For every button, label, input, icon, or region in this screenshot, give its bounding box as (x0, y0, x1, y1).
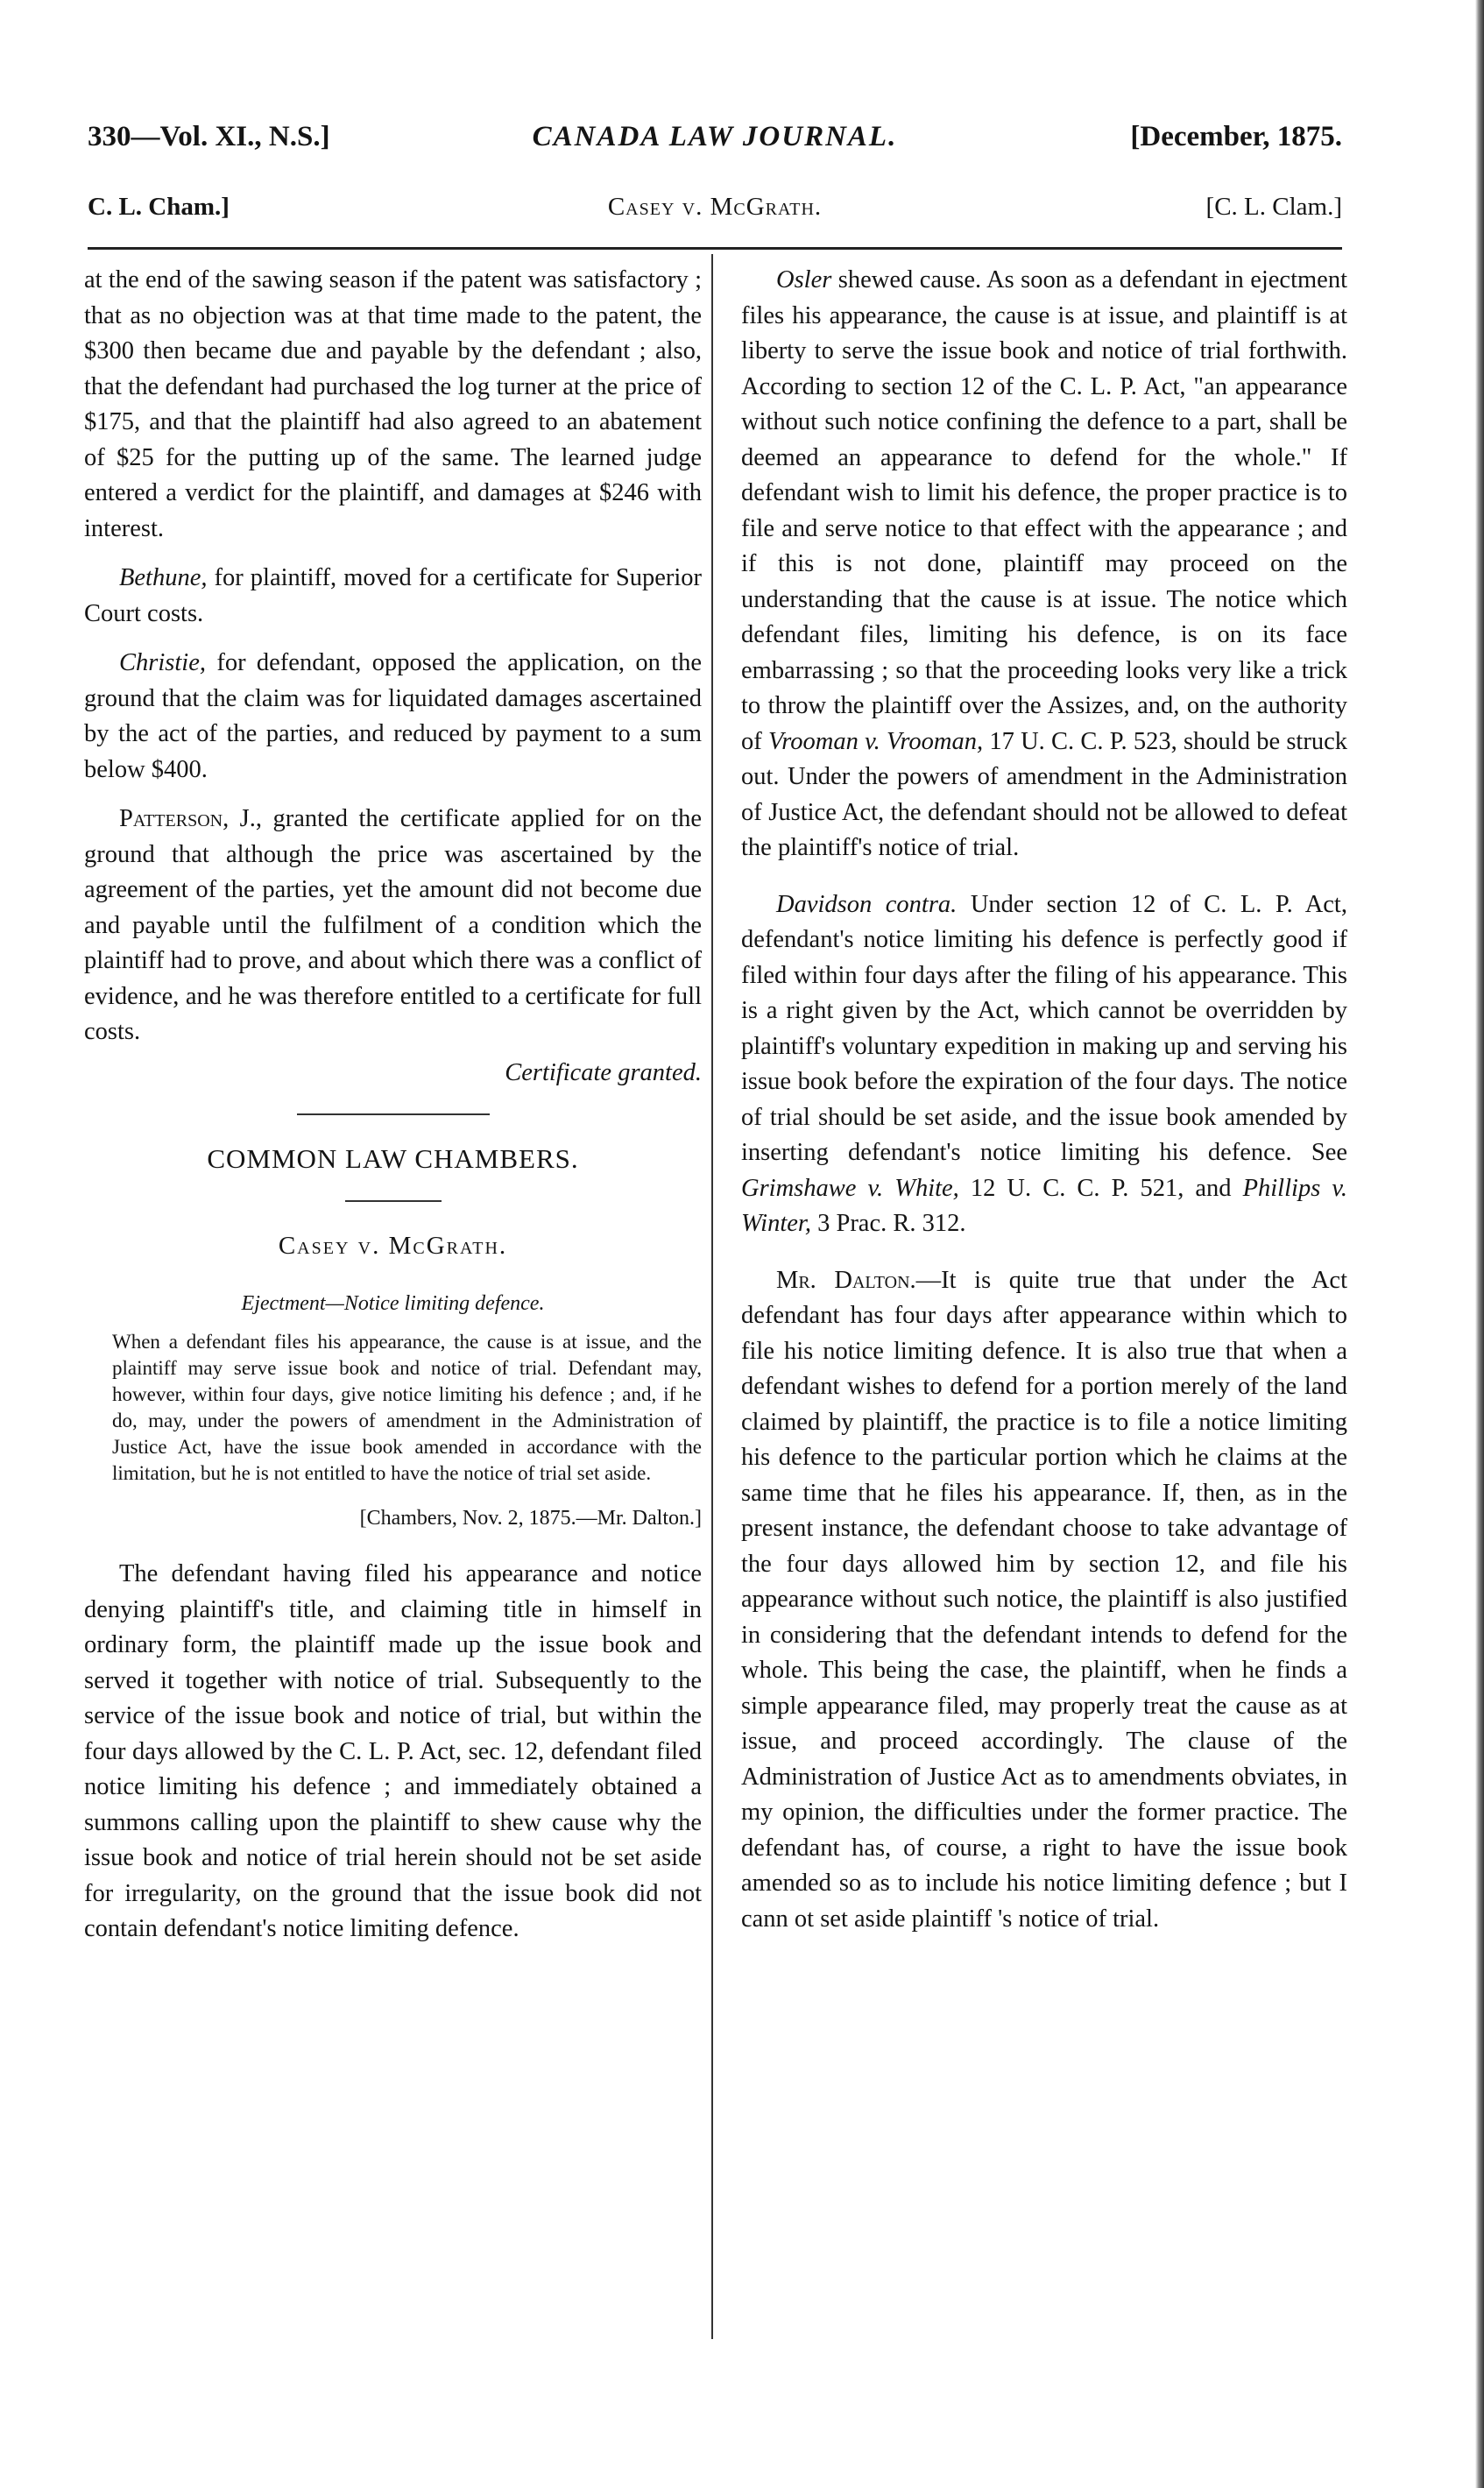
counsel-name: Bethune, (119, 564, 208, 591)
volume-label: 330—Vol. XI., N.S.] (88, 121, 330, 152)
issue-date: [December, 1875. (1130, 121, 1342, 152)
paragraph: Mr. Dalton.—It is quite true that under the Act defendant has four days after appearance within which to file his notice limiting defence. It is also true that when a defendant wishes to defend for a portion merely of the land claimed by plaintiff, the practice is to file a notice limiting his defence to the particular portion which he claims at the same time that he files his appearance. If, then, as in the present instance, the defendant choose to take advantage of the four days allowed him by section 12, and file his appearance without such notice, the plaintiff is also justified in considering that the defendant intends to defend for the whole. This being the case, the plaintiff, when he finds a simple appearance filed, may properly treat the cause as at issue, and proceed accordingly. The clause of the Administration of Justice Act as to amendments obviates, in my opinion, the difficulties under the former practice. The defendant has, of course, a right to have the issue book amended so as to include his notice limiting defence ; but I cann ot set aside plaintiff 's notice of trial. (741, 1266, 1347, 1933)
case-head (88, 193, 1342, 237)
title-rule (345, 1200, 442, 1202)
case-reference: Grimshawe v. White, (741, 1174, 959, 1202)
header-rule (88, 247, 1342, 250)
judge-name: Mr. Dalton. (776, 1266, 916, 1294)
paragraph: Patterson, J., granted the certificate applied for on the ground that although the price was ascertained by the agreement of the parties, yet the amount did not become due and payable until the fulfilment of a condition which the plaintiff had to prove, and about which there was a conflict of evidence, and he was therefore entitled to a certificate for full costs. (84, 805, 702, 1045)
page-edge-shadow (1475, 0, 1484, 2488)
paragraph: Davidson contra. Under section 12 of C. L. P. Act, defendant's notice limiting his defence is perfectly good if filed within four days after the filing of his appearance. This is a right given by the Act, which cannot be overridden by plaintiff's voluntary expedition in making up and serving his issue book before the expiration of the four days. The notice of trial should be set aside, and the issue book amended by inserting defendant's notice limiting his defence. See Grimshawe v. White, 12 U. C. C. P. 521, and Phillips v. Winter, 3 Prac. R. 312. (741, 890, 1347, 1237)
right-column (741, 263, 1347, 1951)
case-reference: Vrooman v. Vrooman, (767, 727, 984, 755)
counsel-name: Osler (776, 266, 832, 293)
column-divider (711, 254, 713, 2339)
paragraph: Christie, for defendant, opposed the application, on the ground that the claim was for liquidated damages ascertained by the act of the parties, and reduced by payment to a sum below $400. (84, 649, 702, 783)
running-head (88, 121, 1342, 166)
case-title: Casey v. McGrath. (278, 1231, 508, 1260)
citation: [Chambers, Nov. 2, 1875.—Mr. Dalton.] (359, 1506, 702, 1530)
left-column (84, 263, 702, 1961)
paragraph: Bethune, for plaintiff, moved for a certificate for Superior Court costs. (84, 564, 702, 627)
court-label-right: [C. L. Clam.] (1205, 193, 1342, 221)
judge-name: Patterson, J., (119, 805, 263, 832)
section-rule (297, 1113, 490, 1115)
case-head-title: Casey v. McGrath. (607, 193, 823, 221)
court-label-left: C. L. Cham.] (88, 193, 230, 221)
paragraph: Osler shewed cause. As soon as a defendant in ejectment files his appearance, the cause is at issue, and plaintiff is at liberty to serve the issue book and notice of trial forthwith. According to section 12 of the C. L. P. Act, "an appearance without such notice confining the defence to a part, shall be deemed an appearance to defend for the whole." If defendant wish to limit his defence, the proper practice is to file and serve notice to that effect with the appearance ; and if this is not done, plaintiff may proceed on the understanding that the cause is at issue. The notice which defendant files, limiting his defence, is on its face embarrassing ; so that the proceeding looks very like a trick to throw the plaintiff over the Assizes, and, on the authority of Vrooman v. Vrooman, 17 U. C. C. P. 523, should be struck out. Under the powers of amendment in the Administration of Justice Act, the defendant should not be allowed to defeat the plaintiff's notice of trial. (741, 266, 1347, 861)
counsel-name: Christie, (119, 649, 206, 676)
headnote: When a defendant files his appearance, the cause is at issue, and the plaintiff may serve issue book and notice of trial. Defendant may, however, within four days, give notice limiting his defence ; and, if he do, may, under the powers of amendment in the Administration of Justice Act, have the issue book amended in accordance with the limitation, but he is not entitled to have the notice of trial set aside. (112, 1330, 702, 1484)
counsel-name: Davidson contra. (776, 890, 958, 918)
result-line: Certificate granted. (505, 1058, 702, 1086)
journal-title: CANADA LAW JOURNAL. (532, 121, 898, 152)
paragraph: The defendant having filed his appearance and notice denying plaintiff's title, and claiming title in himself in ordinary form, the plaintiff made up the issue book and served it together with notice of trial. Subsequently to the service of the issue book and notice of trial, but within the four days allowed by the C. L. P. Act, sec. 12, defendant filed notice limiting his defence ; and immediately obtained a summons calling upon the plaintiff to shew cause why the issue book and notice of trial herein should not be set aside for irregularity, on the ground that the issue book did not contain defendant's notice limiting defence. (84, 1560, 702, 1942)
headnote-title: Ejectment—Notice limiting defence. (241, 1292, 545, 1315)
case-reference: Phillips v. Winter, (741, 1174, 1347, 1237)
section-title: COMMON LAW CHAMBERS. (207, 1143, 579, 1174)
paragraph: at the end of the sawing season if the patent was satisfactory ; that as no objection was at that time made to the patent, the $300 then became due and payable by the defendant ; also, that the defendant had purchased the log turner at the price of $175, and that the plaintiff had also agreed to an abatement of $25 for the putting up of the same. The learned judge entered a verdict for the plaintiff, and damages at $246 with interest. (84, 266, 702, 542)
